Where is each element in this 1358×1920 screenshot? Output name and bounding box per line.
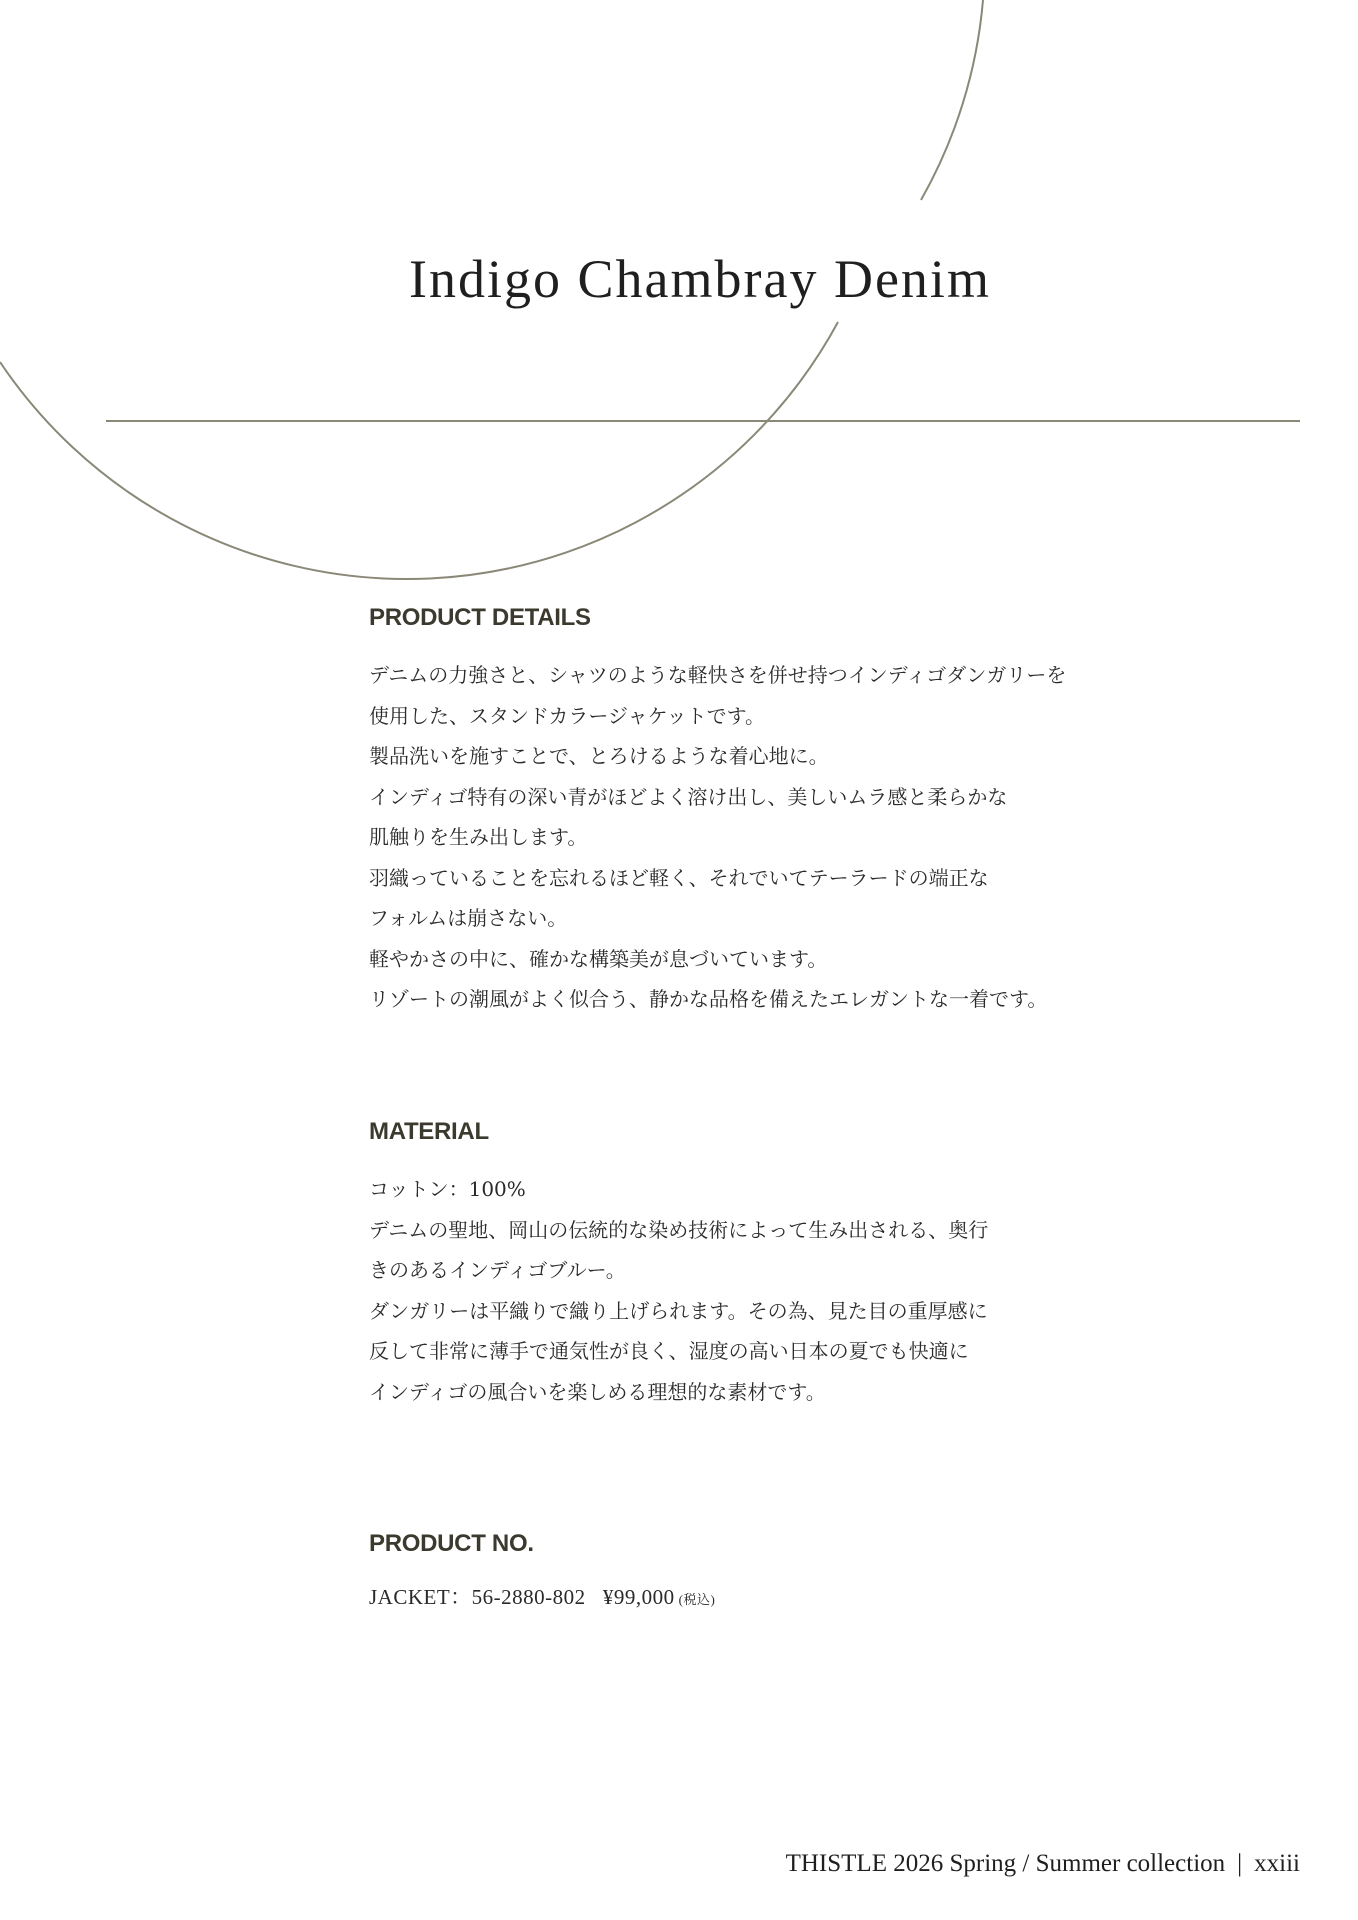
product-details-line: デニムの力強さと、シャツのような軽快さを併せ持つインディゴダンガリーを [369,663,1067,687]
product-details-line: 肌触りを生み出します。 [369,825,588,849]
decorative-arc [0,322,838,579]
product-details-section [369,606,1129,1020]
product-details-line: 使用した、スタンドカラージャケットです。 [369,703,765,728]
material-heading: MATERIAL [369,1118,489,1145]
product-no-heading: PRODUCT NO. [369,1530,534,1557]
product-details-line: 製品洗いを施すことで、とろけるような着心地に。 [369,744,829,768]
product-item: JACKET [369,1585,451,1609]
tax-note: (税込) [678,1592,716,1607]
product-details-text [369,655,1129,1020]
product-no-section [369,1532,1129,1611]
material-line: 反して非常に薄手で通気性が良く、湿度の高い日本の夏でも快適に [369,1339,969,1363]
product-details-line: 羽織っていることを忘れるほど軽く、それでいてテーラードの端正な [369,865,989,890]
material-line: デニムの聖地、岡山の伝統的な染め技術によって生み出される、奥行 [369,1217,989,1242]
material-line: インディゴの風合いを楽しめる理想的な素材です。 [369,1379,826,1404]
product-details-line: 軽やかさの中に、確かな構築美が息づいています。 [369,946,828,971]
decorative-arc [921,0,983,200]
product-details-line: リゾートの潮風がよく似合う、静かな品格を備えたエレガントな一着です。 [369,987,1048,1011]
page-number: xxiii [1254,1850,1300,1877]
material-line: コットン：100% [369,1177,526,1201]
material-text [369,1169,1129,1412]
material-line: ダンガリーは平織りで織り上げられます。その為、見た目の重厚感に [369,1298,988,1323]
footer-separator: | [1237,1850,1243,1877]
product-number-line [369,1581,1129,1611]
material-section [369,1120,1129,1412]
product-details-heading: PRODUCT DETAILS [369,604,591,631]
product-code: 56-2880-802 [471,1585,586,1609]
page-footer [786,1850,1300,1878]
page-title: Indigo Chambray Denim [409,249,991,309]
product-details-line: フォルムは崩さない。 [369,906,568,930]
product-details-line: インディゴ特有の深い青がほどよく溶け出し、美しいムラ感と柔らかな [369,784,1008,809]
product-price: ¥99,000 [602,1585,675,1609]
collection-name: THISTLE 2026 Spring / Summer collection [785,1850,1226,1877]
material-line: きのあるインディゴブルー。 [369,1258,626,1282]
product-separator: ： [450,1585,472,1609]
